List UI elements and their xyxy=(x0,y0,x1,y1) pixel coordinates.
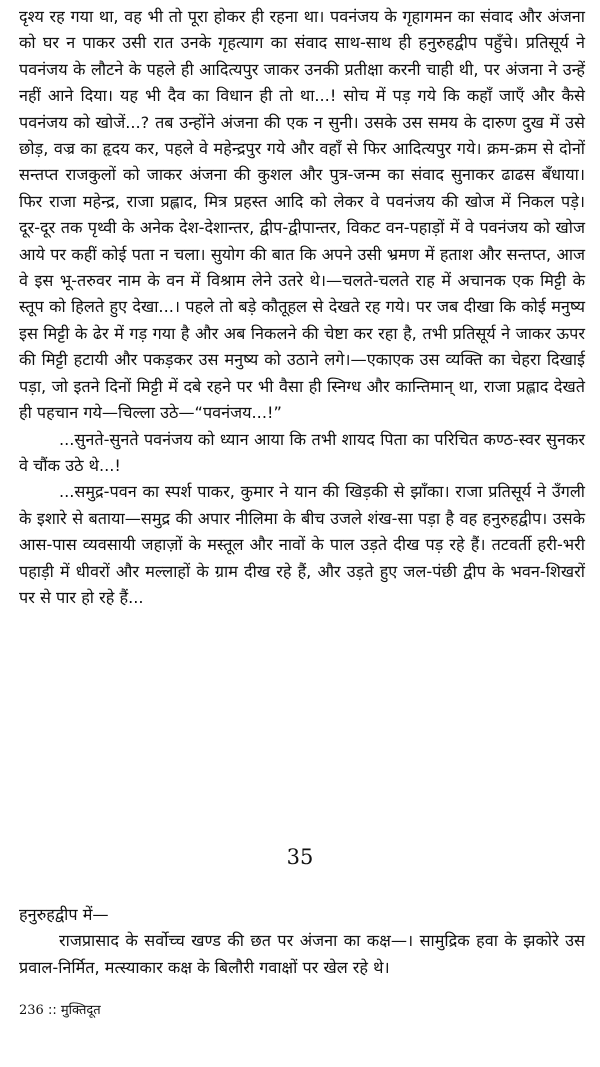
paragraph-sea-view: ...समुद्र-पवन का स्पर्श पाकर, कुमार ने यान की खिड़की से झाँका। राजा प्रतिसूर्य ने उँगली के इशारे से बताया—समुद्र की अपार नीलिमा के बीच उजले शंख-सा पड़ा है वह हनुरुहद्वीप। उसके आस-पास व्यवसायी जहाज़ों के मस्तूल और नावों के पाल उड़ते दीख पड़ रहे हैं। तटवर्ती हरी-भरी पहाड़ी में धीवरों और मल्लाहों के ग्राम दीख रहे हैं, और उड़ते हुए जल-पंछी द्वीप के भवन-शिखरों पर से पार हो रहे हैं... xyxy=(19,482,585,607)
body-text xyxy=(19,4,585,611)
chapter-opening xyxy=(19,902,585,981)
book-title: मुक्तिदूत xyxy=(60,1003,101,1018)
chapter-first-paragraph: राजप्रासाद के सर्वोच्च खण्ड की छत पर अंजना का कक्ष—। सामुद्रिक हवा के झकोरे उस प्रवाल-निर्मित, मत्स्याकार कक्ष के बिलौरी गवाक्षों पर खेल रहे थे। xyxy=(19,931,585,977)
chapter-number: 35 xyxy=(286,845,314,869)
footer-separator: :: xyxy=(47,1003,57,1018)
chapter-opening-line: हनुरुहद्वीप में— xyxy=(19,905,109,924)
paragraph-recognition: ...सुनते-सुनते पवनंजय को ध्यान आया कि तभी शायद पिता का परिचित कण्ठ-स्वर सुनकर वे चौंक उठे थे...! xyxy=(19,429,585,475)
page-number: 236 xyxy=(19,1003,44,1018)
page-footer xyxy=(19,1001,101,1021)
paragraph-search-narrative: दृश्य रह गया था, वह भी तो पूरा होकर ही रहना था। पवनंजय के गृहागमन का संवाद और अंजना को घर न पाकर उसी रात उनके गृहत्याग का संवाद साथ-साथ ही हनुरुहद्वीप पहुँचे। प्रतिसूर्य ने पवनंजय के लौटने के पहले ही आदित्यपुर जाकर उनकी प्रतीक्षा करनी चाही थी, पर अंजना ने उन्हें नहीं आने दिया। यह भी दैव का विधान ही तो था...! सोच में पड़ गये कि कहाँ जाएँ और कैसे पवनंजय को खोजें...? तब उन्होंने अंजना की एक न सुनी। उसके उस समय के दारुण दुख में उसे छोड़, वज्र का हृदय कर, पहले वे महेन्द्रपुर गये और वहाँ से फिर आदित्यपुर गये। क्रम-क्रम से दोनों सन्तप्त राजकुलों को जाकर अंजना की कुशल और पुत्र-जन्म का संवाद सुनाकर ढाढस बँधाया। फिर राजा महेन्द्र, राजा प्रह्लाद, मित्र प्रहस्त आदि को लेकर वे पवनंजय की खोज में निकल पड़े। दूर-दूर तक पृथ्वी के अनेक देश-देशान्तर, द्वीप-द्वीपान्तर, विकट वन-पहाड़ों में वे पवनंजय को खोज आये पर कहीं कोई पता न चला। सुयोग की बात कि अपने उसी भ्रमण में हताश और सन्तप्त, आज वे इस भू-तरुवर नाम के वन में विश्राम लेने उतरे थे।—चलते-चलते राह में अचानक एक मिट्टी के स्तूप को हिलते हुए देखा...। पहले तो बड़े कौतूहल से देखते रह गये। पर जब दीखा कि कोई मनुष्य इस मिट्टी के ढेर में गड़ गया है और अब निकलने की चेष्टा कर रहा है, तभी प्रतिसूर्य ने जाकर ऊपर की मिट्टी हटायी और पकड़कर उस मनुष्य को उठाने लगे।—एकाएक उस व्यक्ति का चेहरा दिखाई पड़ा, जो इतने दिनों मिट्टी में दबे रहने पर भी वैसा ही स्निग्ध और कान्तिमान् था, राजा प्रह्लाद देखते ही पहचान गये—चिल्ला उठे—“पवनंजय...!” xyxy=(19,7,585,423)
